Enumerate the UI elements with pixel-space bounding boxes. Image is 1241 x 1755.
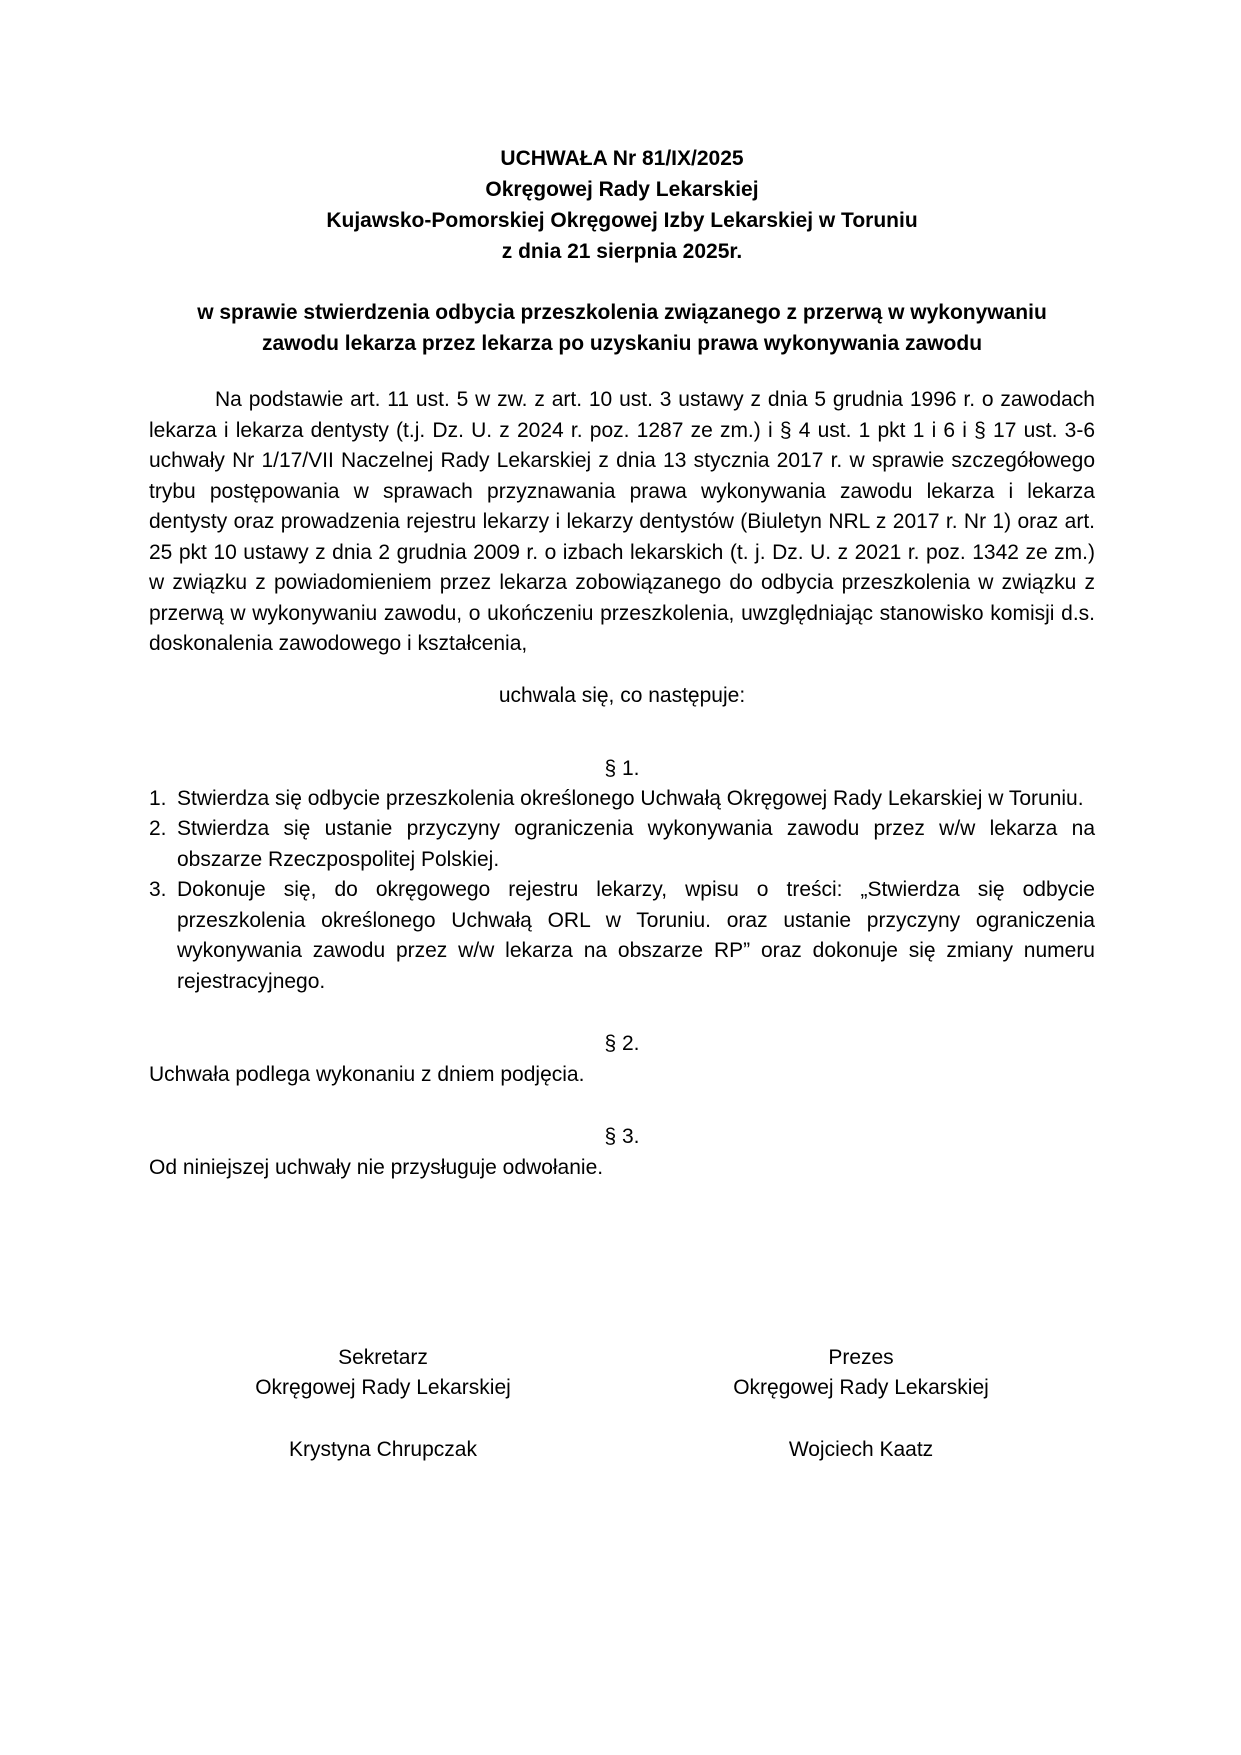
section-1-point-2 [149,814,1095,875]
secretary-body: Okręgowej Rady Lekarskiej [255,1376,511,1399]
signature-block [0,1343,1241,1463]
section-1-point-1 [149,784,1095,815]
legal-basis-paragraph: Na podstawie art. 11 ust. 5 w zw. z art. 10 ust. 3 ustawy z dnia 5 grudnia 1996 r. o zawodach lekarza i lekarza dentysty (t.j. Dz. U. z 2024 r. poz. 1287 ze zm.) i § 4 ust. 1 pkt 1 i 6 i § 17 ust. 3-6 uchwały Nr 1/17/VII Naczelnej Rady Lekarskiej z dnia 13 stycznia 2017 r. w sprawie szczegółowego trybu postępowania w sprawach przyznawania prawa wykonywania zawodu lekarza i lekarza dentysty oraz prowadzenia rejestru lekarzy i lekarzy dentystów (Biuletyn NRL z 2017 r. Nr 1) oraz art. 25 pkt 10 ustawy z dnia 2 grudnia 2009 r. o izbach lekarskich (t. j. Dz. U. z 2021 r. poz. 1342 ze zm.) w związku z powiadomieniem przez lekarza zobowiązanego do odbycia przeszkolenia w związku z przerwą w wykonywaniu zawodu, o ukończeniu przeszkolenia, uwzględniając stanowisko komisji d.s. doskonalenia zawodowego i kształcenia, [149,388,1095,655]
president-name: Wojciech Kaatz [788,1438,934,1461]
point-text: Dokonuje się, do okręgowego rejestru lekarzy, wpisu o treści: „Stwierdza się odbycie przeszkolenia określonego Uchwałą ORL w Toruniu. oraz ustanie przyczyny ograniczenia wykonywania zawodu przez w/w lekarza na obszarze RP” oraz dokonuje się zmiany numeru rejestracyjnego. [177,878,1095,993]
section-2-text: Uchwała podlega wykonaniu z dniem podjęcia. [149,1063,585,1086]
section-1-mark: § 1. [604,756,640,780]
point-text: Stwierdza się odbycie przeszkolenia określonego Uchwałą Okręgowej Rady Lekarskiej w Toruniu. [177,786,1084,810]
point-number: 1. [149,786,167,810]
issuing-body: Okręgowej Rady Lekarskiej [485,178,759,201]
chamber-name: Kujawsko-Pomorskiej Okręgowej Izby Lekarskiej w Toruniu [326,209,918,232]
resolution-header [149,143,1095,267]
subject-line-2: zawodu lekarza przez lekarza po uzyskaniu prawa wykonywania zawodu [261,332,983,355]
section-3-mark: § 3. [604,1125,640,1148]
secretary-name: Krystyna Chrupczak [289,1438,477,1461]
point-number: 2. [149,817,167,840]
secretary-signature [203,1343,563,1465]
secretary-role: Sekretarz [338,1346,428,1369]
resolves-statement: uchwala się, co następuje: [498,683,746,707]
section-1-point-3 [149,875,1095,997]
document-body [149,143,1095,1183]
point-text: Stwierdza się ustanie przyczyny ograniczenia wykonywania zawodu przez w/w lekarza na obszarze Rzeczpospolitej Polskiej. [177,817,1095,871]
point-number: 3. [149,878,167,901]
president-body: Okręgowej Rady Lekarskiej [733,1376,989,1399]
section-3-text: Od niniejszej uchwały nie przysługuje odwołanie. [149,1156,604,1179]
section-1-points [149,784,1095,998]
resolution-date: z dnia 21 sierpnia 2025r. [501,240,743,263]
president-role: Prezes [828,1346,894,1369]
resolution-subject [149,297,1095,359]
section-2-mark: § 2. [604,1032,640,1055]
resolution-number: UCHWAŁA Nr 81/IX/2025 [500,147,744,170]
president-signature [681,1343,1041,1465]
subject-line-1: w sprawie stwierdzenia odbycia przeszkolenia związanego z przerwą w wykonywaniu [197,301,1047,324]
